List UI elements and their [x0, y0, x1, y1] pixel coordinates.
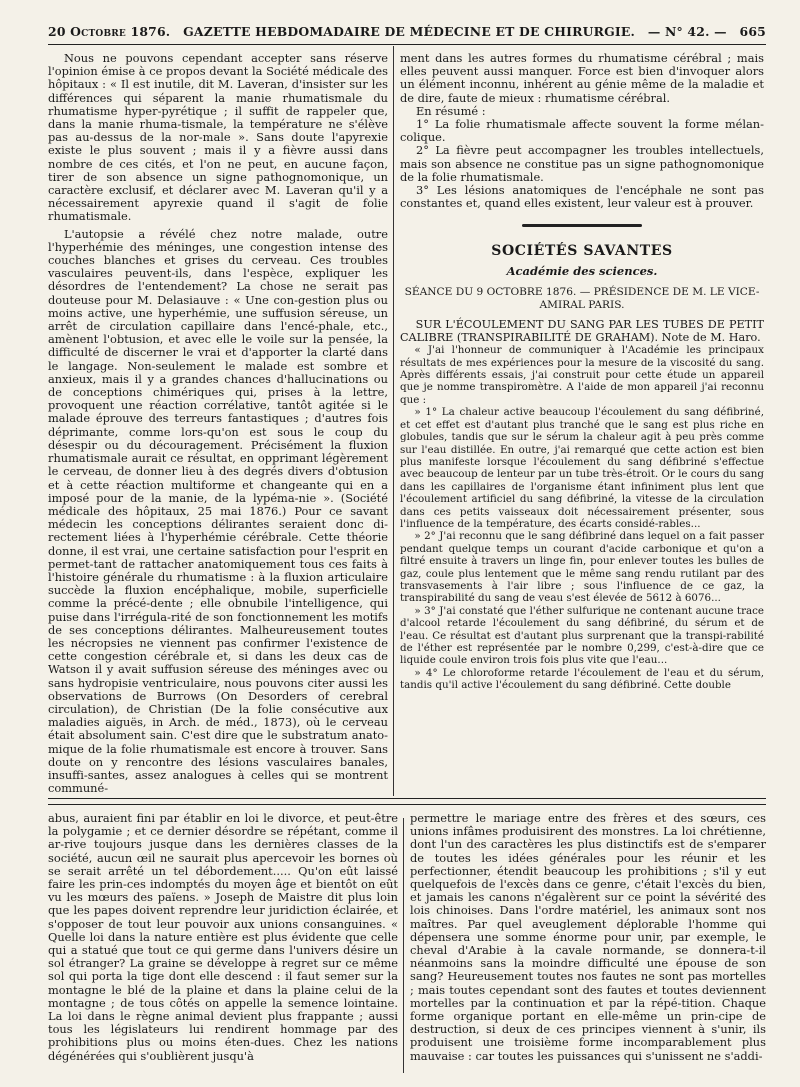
note-point-2: » 2° J'ai reconnu que le sang défibriné dans lequel on a fait passer pendant quelque temps un courant d'acide carbonique et qu'on a filtré ensuite à travers un linge fin, pour enlever toutes les bulles de gaz, coule plus lentement que le même sang rendu rutilant par des transvasements à l'air libre ; sous l'influence de ce gaz, la transpirabilité du sang de veau s'est élevée de 5612 à 6076... — [400, 530, 764, 605]
section-rule-bottom — [48, 804, 766, 805]
section-rule-top — [48, 798, 766, 799]
column-divider-bottom — [403, 818, 404, 1073]
journal-title: GAZETTE HEBDOMADAIRE DE MÉDECINE ET DE CHIRURGIE. — [183, 24, 636, 39]
resume-item-3: 3° Les lésions anatomiques de l'encéphale ne sont pas constantes et, quand elles existent, leur valeur est à prouver. — [400, 183, 764, 211]
section-title: SOCIÉTÉS SAVANTES — [491, 243, 673, 260]
section-subtitle: Académie des sciences. — [506, 263, 658, 278]
column-divider-top — [393, 46, 394, 796]
note-point-4: » 4° Le chloroforme retarde l'écoulement de l'eau et du sérum, tandis qu'il active l'écoulement du sang défibriné. Cette double — [400, 666, 764, 692]
issue-number: — N° 42. — — [647, 24, 727, 39]
ornament-divider — [522, 224, 642, 227]
note-title: SUR L'ÉCOULEMENT DU SANG PAR LES TUBES DE PETIT CALIBRE (TRANSPIRABILITÉ DE GRAHAM). Note de M. Haro. — [400, 317, 764, 345]
paragraph-autopsie: L'autopsie a révélé chez notre malade, outre l'hyperhémie des méninges, une congestion intense des couches blanches et grises du cerveau. Ces troubles vasculaires peuvent-ils, dans l'espèce, expliquer les désordres de l'entendement? La chose ne serait pas douteuse pour M. Delasiauve : « Une con-gestion plus ou moins active, une hyperhémie, une suffusion séreuse, un arrêt de circulation capillaire dans l'encé-phale, etc., amènent l'obtusion, et avec elle le voile sur la pensée, la difficulté de discerner le vrai et d'apporter la clarté dans le langage. Non-seulement le malade est sombre et anxieux, mais il y a grandes chances d'hallucinations ou de conceptions chimériques qui, prises à la lettre, provoquent une réaction corrélative, tantôt agitée si le malade éprouve des terreurs fantastiques ; d'autres fois déprimante, comme lors-qu'on est sous le coup du désespir ou du découragement. Précisément la fluxion rhumatismale aurait ce résultat, en opprimant légèrement le cerveau, de donner lieu à des degrés divers d'obtusion et à cette réaction multiforme et changeante qui en a imposé pour de la manie, de la lypéma-nie ». (Société médicale des hôpitaux, 25 mai 1876.) Pour ce savant médecin les conceptions délirantes seraient donc di-rectement liées à l'hyperhémie cérébrale. Cette théorie donne, il est vrai, une certaine satisfaction pour l'esprit en permet-tant de rattacher anatomiquement tous ces faits à l'histoire générale du rhumatisme : à la fluxion articulaire succède la fluxion encéphalique, mobile, superficielle comme la précé-dente ; elle obnubile l'intelligence, qui puise dans l'irrégula-rité de son fonctionnement les motifs de ses conceptions délirantes. Malheureusement toutes les nécropsies ne viennent pas confirmer l'existence de cette congestion cérébrale et, si dans les deux cas de Watson il y avait suffusion séreuse des méninges avec ou sans hydropisie ventriculaire, nous pouvons citer aussi les observations de Burrows (On Desorders of cerebral circulation), de Christian (De la folie consécutive aux maladies aiguës, in Arch. de méd., 1873), où le cerveau était absolument sain. C'est dire que le substratum anato-mique de la folie rhumatismale est encore à trouver. Sans doute on y rencontre des lésions vasculaires banales, insuffi-santes, assez analogues à celles qui se montrent communé- — [48, 226, 388, 796]
issue-date: 20 Octobre 1876. — [48, 24, 171, 39]
seance-heading: SÉANCE DU 9 OCTOBRE 1876. — PRÉSIDENCE DE M. LE VICE-AMIRAL PARIS. — [404, 285, 760, 311]
column-bottom-right — [410, 812, 766, 1063]
note-point-1: » 1° La chaleur active beaucoup l'écoulement du sang défibriné, et cet effet est d'autant plus tranché que le sang est plus riche en globules, tandis que sur le sérum la chaleur agit à peu près comme sur l'eau distillée. En outre, j'ai remarqué que cette action est bien plus manifeste lorsque l'écoulement du sang défibriné s'effectue avec beaucoup de lenteur par un tube très-étroit. Or le cours du sang dans les capillaires de l'organisme étant infiniment plus lent que l'écoulement artificiel du sang défibriné, la vitesse de la circulation dans ces petits vaisseaux doit nécessairement présenter, sous l'influence de la température, des écarts considé-rables... — [400, 406, 764, 530]
feuilleton-left: abus, auraient fini par établir en loi le divorce, et peut-être la polygamie ; et ce dernier désordre se répétant, comme il ar-rive toujours jusque dans les dernières classes de la société, aucun œil ne saurait plus apercevoir les bornes où se serait arrêté un tel débordement..... Qu'on eût laissé faire les prin-ces indomptés du moyen âge et bientôt on eût vu les mœurs des païens. » Joseph de Maistre dit plus loin que les papes doivent reprendre leur juridiction éclairée, et s'opposer de tout leur pouvoir aux unions consanguines. « Quelle loi dans la nature entière est plus évidente que celle qui a statué que tout ce qui germe dans l'univers désire un sol étranger? La graine se développe à regret sur ce même sol qui porta la tige dont elle descend : il faut semer sur la montagne le blé de la plaine et dans la plaine celui de la montagne ; de tous côtés on appelle la semence lointaine. La loi dans le règne animal devient plus frappante ; aussi tous les législateurs lui rendirent hommage par des prohibitions plus ou moins éten-dues. Chez les nations dégénérées qui s'oublièrent jusqu'à — [48, 811, 398, 1063]
paragraph-continuation: ment dans les autres formes du rhumatisme cérébral ; mais elles peuvent aussi manquer. Force est bien d'invoquer alors un élément inconnu, inhérent au génie même de la maladie et de dire, faute de mieux : rhumatisme cérébral. — [400, 51, 764, 105]
resume-item-2: 2° La fièvre peut accompagner les troubles intellectuels, mais son absence ne constitue pas un signe pathognomonique de la folie rhumatismale. — [400, 143, 764, 184]
feuilleton-right: permettre le mariage entre des frères et des sœurs, ces unions infâmes produisirent des monstres. La loi chrétienne, dont l'un des caractères les plus distinctifs est de s'emparer de toutes les idées générales pour les réunir et les perfectionner, étendit beaucoup les prohibitions ; s'il y eut quelquefois de l'excès dans ce genre, c'était l'excès du bien, et jamais les canons n'égalèrent sur ce point la sévérité des lois chinoises. Dans l'ordre matériel, les animaux sont nos maîtres. Par quel aveuglement déplorable l'homme qui dépensera une somme énorme pour unir, par exemple, le cheval d'Arabie à la cavale normande, se donnera-t-il néanmoins sans la moindre difficulté une épouse de son sang? Heureusement toutes nos fautes ne sont pas mortelles ; mais toutes cependant sont des fautes et toutes deviennent mortelles par la continuation et par la répé-tition. Chaque forme organique portant en elle-même un prin-cipe de destruction, si deux de ces principes viennent à s'unir, ils produisent une troisième forme incomparablement plus mauvaise : car toutes les puissances qui s'unissent ne s'addi- — [410, 811, 766, 1063]
column-left — [48, 52, 388, 795]
column-bottom-left — [48, 812, 398, 1063]
note-point-3: » 3° J'ai constaté que l'éther sulfurique ne contenant aucune trace d'alcool retarde l'écoulement du sang défibriné, du sérum et de l'eau. Ce résultat est d'autant plus surprenant que la transpi-rabilité de l'éther est représentée par le nombre 0,299, c'est-à-dire que ce liquide coule environ trois fois plus vite que l'eau... — [400, 604, 764, 667]
paragraph-opinion: Nous ne pouvons cependant accepter sans réserve l'opinion émise à ce propos devant la Société médicale des hôpitaux : « Il est inutile, dit M. Laveran, d'insister sur les différences qui séparent la manie rhumatismale du rhumatisme hyper-pyrétique ; il suffit de rappeler que, dans la manie rhuma-tismale, la température ne s'élève pas au-dessus de la nor-male ». Sans doute l'apyrexie existe le plus souvent ; mais il y a fièvre aussi dans nombre de ces cités, et l'on ne peut, en aucune façon, tirer de son absence un signe pathognomonique, un caractère exclusif, et déclarer avec M. Laveran qu'il y a nécessairement apyrexie quand il s'agit de folie rhumatismale. — [48, 51, 388, 224]
header-rule — [48, 44, 766, 45]
resume-heading: En résumé : — [415, 103, 486, 118]
note-body — [400, 344, 764, 691]
column-right — [400, 52, 764, 692]
page-header — [48, 24, 766, 39]
page-number: 665 — [739, 24, 766, 39]
note-intro: « J'ai l'honneur de communiquer à l'Académie les principaux résultats de mes expériences pour la mesure de la viscosité du sang. Après différents essais, j'ai construit pour cette étude un appareil que je nomme transpiromètre. A l'aide de mon appareil j'ai reconnu que : — [400, 344, 764, 406]
resume-item-1: 1° La folie rhumatismale affecte souvent la forme mélan-colique. — [400, 117, 764, 145]
